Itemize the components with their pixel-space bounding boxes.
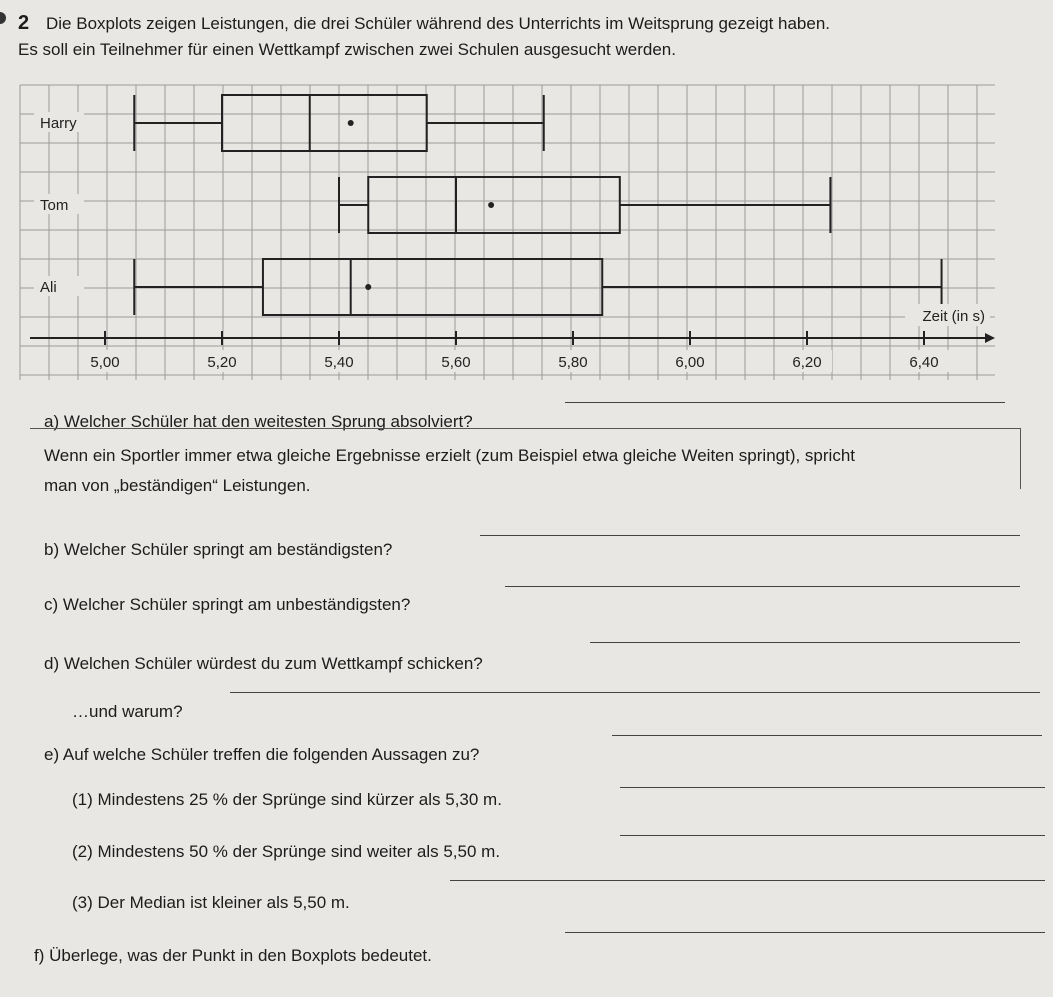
x-tick-label: 5,20 bbox=[207, 354, 237, 371]
boxplot-tom bbox=[34, 177, 830, 233]
task-intro-line-2: Es soll ein Teilnehmer für einen Wettkampf zwischen zwei Schulen ausgesucht werden. bbox=[18, 40, 676, 59]
series-label-ali: Ali bbox=[40, 279, 57, 296]
question-e2: (2) Mindestens 50 % der Sprünge sind weiter als 5,50 m. bbox=[72, 842, 501, 861]
mean-dot bbox=[365, 284, 371, 290]
bullet-mark bbox=[0, 12, 6, 24]
info-line-1: Wenn ein Sportler immer etwa gleiche Ergebnisse erzielt (zum Beispiel etwa gleiche Weiten springt), spricht bbox=[44, 446, 856, 465]
question-d-followup: …und warum? bbox=[72, 702, 183, 721]
x-axis-arrow bbox=[985, 333, 995, 343]
chart-boxplots bbox=[34, 95, 942, 315]
x-tick-label: 5,80 bbox=[558, 354, 588, 371]
x-tick-label: 6,00 bbox=[675, 354, 705, 371]
question-b: b) Welcher Schüler springt am beständigsten? bbox=[44, 540, 393, 559]
series-label-tom: Tom bbox=[40, 197, 69, 214]
answer-line-e3[interactable] bbox=[450, 880, 1045, 881]
answer-line-c[interactable] bbox=[505, 586, 1020, 587]
mean-dot bbox=[488, 202, 494, 208]
task-number: 2 bbox=[18, 12, 30, 34]
x-tick-label: 6,20 bbox=[792, 354, 822, 371]
question-c: c) Welcher Schüler springt am unbeständigsten? bbox=[44, 595, 411, 614]
question-f: f) Überlege, was der Punkt in den Boxplots bedeutet. bbox=[34, 946, 432, 965]
x-tick-label: 6,40 bbox=[909, 354, 939, 371]
question-e: e) Auf welche Schüler treffen die folgenden Aussagen zu? bbox=[44, 745, 480, 764]
question-d: d) Welchen Schüler würdest du zum Wettkampf schicken? bbox=[44, 654, 483, 673]
x-axis-label: Zeit (in s) bbox=[922, 308, 985, 325]
answer-line-d-followup[interactable] bbox=[230, 692, 1040, 693]
question-a: a) Welcher Schüler hat den weitesten Sprung absolviert? bbox=[44, 412, 473, 431]
answer-line-e2[interactable] bbox=[620, 835, 1045, 836]
info-line-2: man von „beständigen“ Leistungen. bbox=[44, 476, 311, 495]
box-iqr bbox=[263, 259, 602, 315]
mean-dot bbox=[348, 120, 354, 126]
boxplot-ali bbox=[34, 259, 942, 315]
question-e3: (3) Der Median ist kleiner als 5,50 m. bbox=[72, 893, 350, 912]
answer-line-a[interactable] bbox=[565, 402, 1005, 403]
question-e1: (1) Mindestens 25 % der Sprünge sind kürzer als 5,30 m. bbox=[72, 790, 502, 809]
answer-line-b[interactable] bbox=[480, 535, 1020, 536]
answer-line-e[interactable] bbox=[612, 735, 1042, 736]
series-label-harry: Harry bbox=[40, 115, 77, 132]
boxplot-chart bbox=[0, 75, 1020, 395]
task-intro-line-1: Die Boxplots zeigen Leistungen, die drei Schüler während des Unterrichts im Weitsprung gezeigt haben. bbox=[46, 14, 831, 33]
x-tick-label: 5,40 bbox=[324, 354, 354, 371]
answer-line-d[interactable] bbox=[590, 642, 1020, 643]
answer-line-e1[interactable] bbox=[620, 787, 1045, 788]
x-tick-label: 5,00 bbox=[90, 354, 120, 371]
answer-line-f[interactable] bbox=[565, 932, 1045, 933]
x-tick-label: 5,60 bbox=[441, 354, 471, 371]
